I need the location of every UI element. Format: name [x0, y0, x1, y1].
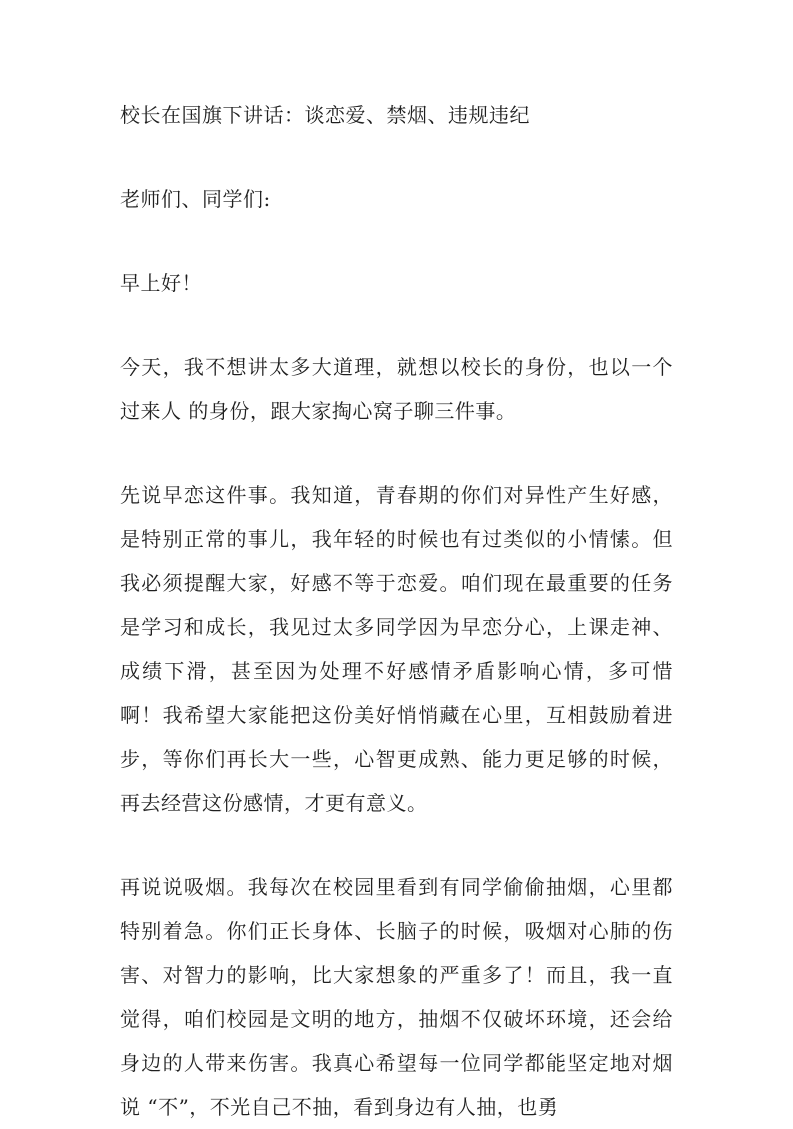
paragraph-topic-smoking: 再说说吸烟。我每次在校园里看到有同学偷偷抽烟，心里都特别着急。你们正长身体、长脑子的时候，吸烟对心肺的伤害、对智力的影响，比大家想象的严重多了！而且，我一直觉得，咱们校园是文明的地方，抽烟不仅破坏环境，还会给身边的人带来伤害。我真心希望每一位同学都能坚定地对烟说 “不”，不光自己不抽，看到身边有人抽，也勇	[120, 875, 673, 1119]
document-title: 校长在国旗下讲话：谈恋爱、禁烟、违规违纪	[120, 103, 530, 127]
paragraph-salute: 早上好！	[120, 271, 202, 295]
paragraph-topic-love: 先说早恋这件事。我知道，青春期的你们对异性产生好感，是特别正常的事儿，我年轻的时候也有过类似的小情愫。但我必须提醒大家，好感不等于恋爱。咱们现在最重要的任务是学习和成长，我见过太多同学因为早恋分心，上课走神、成绩下滑，甚至因为处理不好感情矛盾影响心情，多可惜啊！我希望大家能把这份美好悄悄藏在心里，互相鼓励着进步，等你们再长大一些，心智更成熟、能力更足够的时候，再去经营这份感情，才更有意义。	[120, 483, 673, 815]
paragraph-greeting: 老师们、同学们:	[120, 187, 271, 211]
paragraph-intro: 今天，我不想讲太多大道理，就想以校长的身份，也以一个过来人 的身份，跟大家掏心窝子聊三件事。	[120, 355, 673, 423]
